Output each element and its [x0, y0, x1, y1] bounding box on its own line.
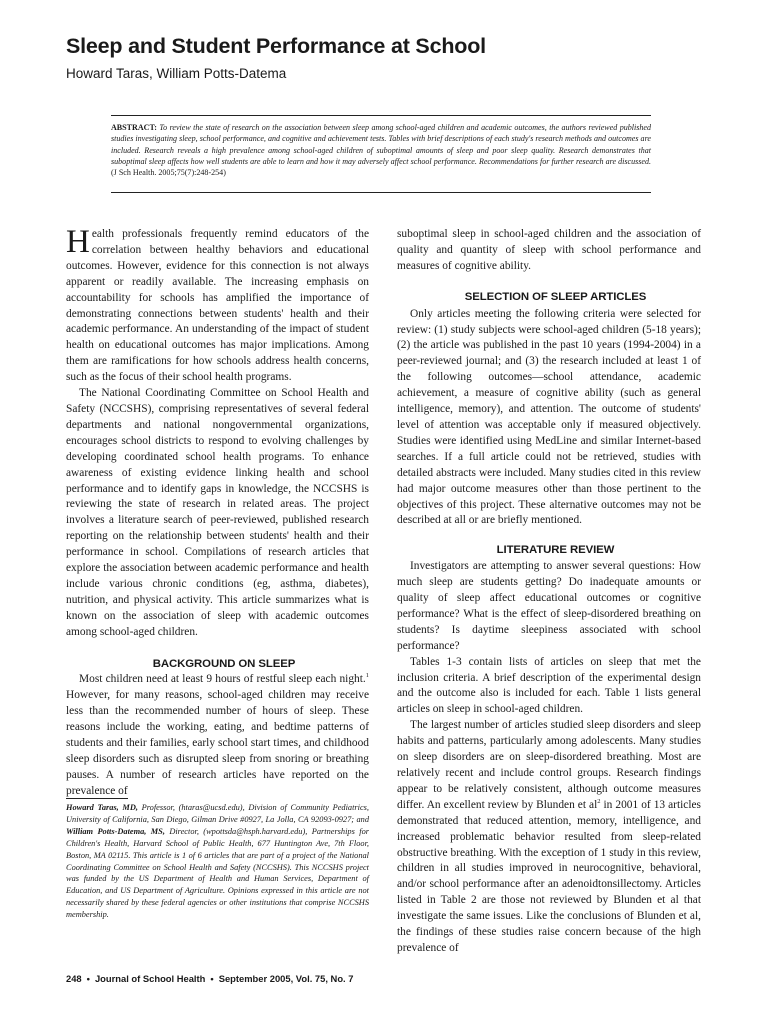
intro-paragraph-1: [66, 224, 369, 386]
footer-separator-1: •: [86, 973, 90, 984]
abstract-box: [111, 115, 651, 193]
background-p1a: Most children need at least 9 hours of restful sleep each night.: [79, 673, 366, 686]
page-footer: [66, 973, 353, 984]
footnote-author-1: Howard Taras, MD,: [66, 803, 138, 812]
selection-paragraph: Only articles meeting the following criteria were selected for review: (1) study subjects were school-aged children (5-18 years); (2) the article was published in the past 10 years (1994-2004) in a peer-reviewed journal; and (3) the research included at least 1 of the following outcomes—school attendance, academic achievement, a measure of cognitive ability (such as general intelligence, memory), and attention. The outcome of students' level of attention was acceptable only if measured objectively. Studies were identified using MedLine and similar Internet-based searches. If a full article could not be retrieved, studies with detailed abstracts were included. Many studies cited in this review had major outcome measures other than those pertinent to the objectives of this project. These alternative outcomes may not be described at all or are briefly mentioned.: [397, 307, 701, 527]
background-p1b: However, for many reasons, school-aged children may receive less than the recommended number of hours of sleep. These reasons include the working, eating, and bedtime patterns of students and their families, early school start times, and childhood sleep disorders such as disrupted sleep from snoring or breathing pauses. A number of research articles have reported on the prevalence of: [66, 689, 369, 797]
page-number: 248: [66, 973, 82, 984]
abstract-text: To review the state of research on the association between sleep among school-aged children and academic outcomes, the authors reviewed published studies investigating sleep, school performance, and cognitive and achievement tests. Tables with brief descriptions of each study's research methods and outcomes are included. Research reveals a high prevalence among school-aged children of suboptimal amounts of sleep and poor sleep quality. Research demonstrates that suboptimal sleep affects how well students are able to learn and how it may adversely affect school performance. Recommendations for further research are discussed.: [111, 123, 651, 166]
article-title: Sleep and Student Performance at School: [66, 34, 486, 58]
background-heading: BACKGROUND ON SLEEP: [152, 657, 296, 670]
background-paragraph-1: [66, 672, 369, 799]
left-column: [66, 224, 369, 800]
literature-p3b: in 2001 of 13 articles demonstrated that reduced attention, memory, intelligence, and increased problematic behavior resulted from sleep-related obstructive breathing. With the exception of 1 study in this review, children in all studies improved in neurocognitive, behavioral, and/or school performance after an adenoidtonsillectomy. Articles listed in Table 2 are those not reviewed by Blunden et al that investigate the same issues. Like the conclusions of Blunden et al, the findings of these studies raise concern because of the high prevalence of: [397, 798, 701, 954]
footnote-rule: [66, 798, 128, 799]
intro-paragraph-2: The National Coordinating Committee on School Health and Safety (NCCSHS), comprising representatives of several federal departments and national nongovernmental organizations, encourages school districts to respond to evolving challenges by developing coordinated school health programs. To enhance awareness of existing evidence linking health and school performance and to identify gaps in knowledge, the NCCSHS is reviewing the state of research in related areas. The project involves a literature search of peer-reviewed, published research reporting on the relationship between students' health and their performance in school. Compilations of research articles that explore the association between academic performance and health include various chronic conditions (eg, asthma, diabetes), nutrition, and physical activity. This article summarizes what is known on the association of sleep with academic outcomes among school-aged children.: [66, 387, 369, 638]
literature-paragraph-3: [397, 718, 701, 957]
footnote-text-2: Director, (wpottsda@hsph.harvard.edu), Partnerships for Children's Health, Harvard School of Public Health, 677 Huntington Ave, 7th Floor, Boston, MA 02115. This article is 1 of 6 articles that are part of a project of the National Coordinating Committee on School Health and Safety (NCCSHS). This NCCSHS project was funded by the US Department of Health and Human Services, Department of Education, and US Department of Agriculture. Opinions expressed in this article are not necessarily shared by these federal agencies or other institutions that comprise NCCSHS membership.: [66, 826, 369, 920]
footnote-text-1: Professor, (htaras@ucsd.edu), Division of Community Pediatrics, University of California, San Diego, Gilman Drive #0927, La Jolla, CA 92093-0927; and: [66, 803, 369, 824]
author-footnote: [66, 802, 369, 921]
literature-paragraph-1: Investigators are attempting to answer several questions: How much sleep are students getting? Do inadequate amounts or quality of sleep affect educational outcomes or cognitive performance? What is the effect of sleep-disordered breathing on students? Is daytime sleepiness associated with school performance?: [397, 560, 701, 652]
literature-paragraph-2: Tables 1-3 contain lists of articles on sleep that met the inclusion criteria. A brief description of the experimental design and the outcome also is included for each. Table 1 lists general articles on sleep in school-aged children.: [397, 655, 701, 716]
issue-info: September 2005, Vol. 75, No. 7: [218, 973, 354, 984]
footnote-author-2: William Potts-Datema, MS,: [66, 826, 165, 836]
literature-p3a: The largest number of articles studied sleep disorders and sleep habits and patterns, particularly among adolescents. Many studies on sleep disorders are on sleep-disordered breathing. Most are relatively recent and include control groups. Research findings appear to be relatively consistent, although outcome measures differ. An excellent review by Blunden et al: [397, 719, 701, 811]
abstract: [111, 122, 651, 178]
literature-heading: LITERATURE REVIEW: [496, 544, 615, 557]
drop-cap: H: [66, 224, 90, 260]
abstract-citation: (J Sch Health. 2005;75(7):248-254): [111, 168, 226, 178]
abstract-label: ABSTRACT:: [111, 123, 157, 132]
right-column: [397, 227, 701, 957]
footer-separator-2: •: [210, 973, 214, 984]
right-paragraph-0: suboptimal sleep in school-aged children and the association of quality and quantity of sleep with school performance and measures of cognitive ability.: [397, 228, 701, 272]
citation-sup-2: 2: [597, 798, 601, 806]
journal-name: Journal of School Health: [94, 973, 206, 984]
selection-heading: SELECTION OF SLEEP ARTICLES: [464, 290, 647, 303]
intro-p1-text: ealth professionals frequently remind educators of the correlation between healthy behaviors and educational outcomes. However, evidence for this connection is not always apparent or readily available. The increasing emphasis on accountability for schools has amplified the importance of demonstrating connections between students' health and their academic performance. An understanding of the impact of student health on educational outcomes has major implications. Among them are ramifications for how schools address health concerns, such as the focus of their school health programs.: [66, 228, 369, 384]
citation-sup-1: 1: [365, 672, 369, 680]
author-line: Howard Taras, William Potts-Datema: [66, 66, 287, 81]
